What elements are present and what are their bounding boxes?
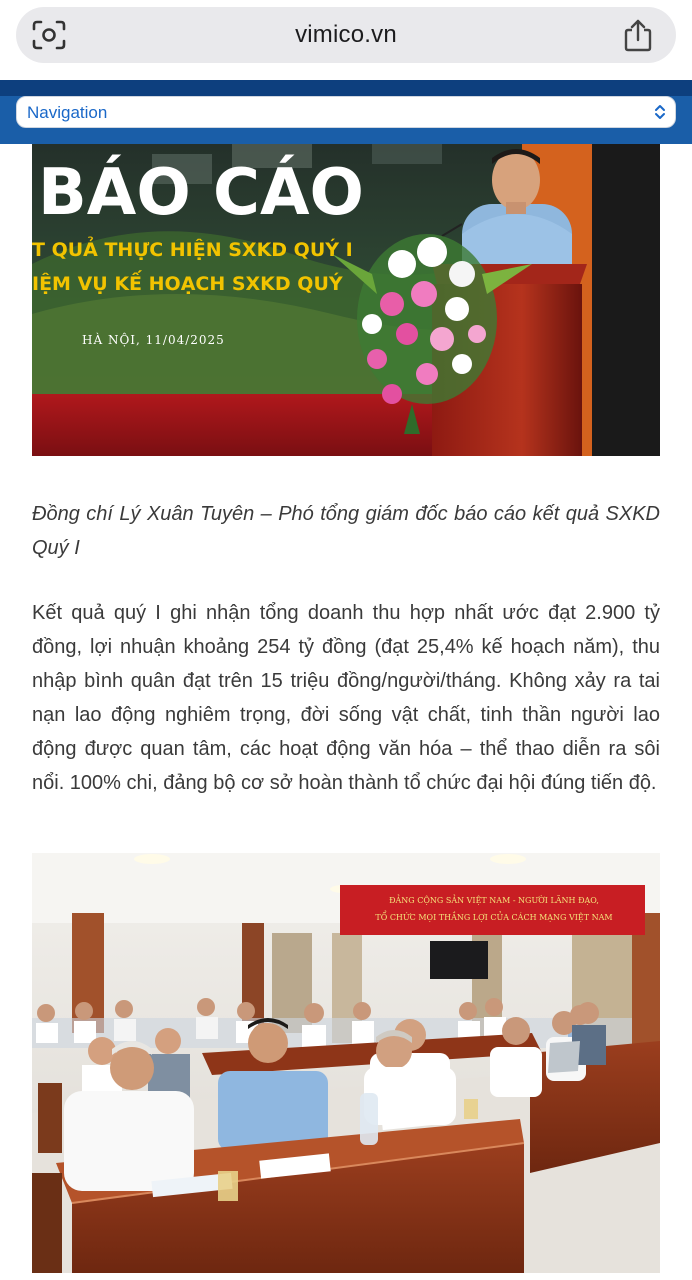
browser-address-bar [0,0,692,80]
slide-line-2: IỆM VỤ KẾ HOẠCH SXKD QUÝ [32,273,343,295]
article-paragraph: Kết quả quý I ghi nhận tổng doanh thu hợp nhất ước đạt 2.900 tỷ đồng, lợi nhuận khoảng 254 tỷ đồng (đạt 25,4% kế hoạch năm), thu nhập bình quân đạt trên 15 triệu đồng/người/tháng. Không xảy ra tai nạn lao động nghiêm trọng, đời sống vật chất, tinh thần người lao động được quan tâm, các hoạt động văn hóa – thể thao diễn ra sôi nổi. 100% chi, đảng bộ cơ sở hoàn thành tổ chức đại hội đúng tiến độ. [32,602,660,794]
article-photo-meeting [32,853,660,1273]
slide-title: BÁO CÁO [38,156,364,230]
slide-line-1: T QUẢ THỰC HIỆN SXKD QUÝ I [32,239,353,261]
url-text[interactable]: vimico.vn [295,21,397,48]
article-photo-speaker [32,144,660,456]
speaker-photo [32,144,660,456]
text-scan-icon[interactable] [32,20,66,50]
banner-line-2: TỔ CHỨC MỌI THẮNG LỢI CỦA CÁCH MẠNG VIỆT NAM [375,913,613,922]
url-field[interactable] [16,7,676,63]
share-icon[interactable] [622,18,654,52]
navigation-select[interactable] [16,96,676,128]
banner-line-1: ĐẢNG CỘNG SẢN VIỆT NAM - NGƯỜI LÃNH ĐẠO, [389,896,599,905]
slide-date: HÀ NỘI, 11/04/2025 [82,333,225,347]
navigation-select-label: Navigation [27,103,108,122]
up-down-chevron-icon [653,103,667,121]
nav-bar-top-strip [0,80,692,96]
meeting-photo [32,853,660,1273]
photo-caption: Đồng chí Lý Xuân Tuyên – Phó tổng giám đốc báo cáo kết quả SXKD Quý I [32,503,660,559]
